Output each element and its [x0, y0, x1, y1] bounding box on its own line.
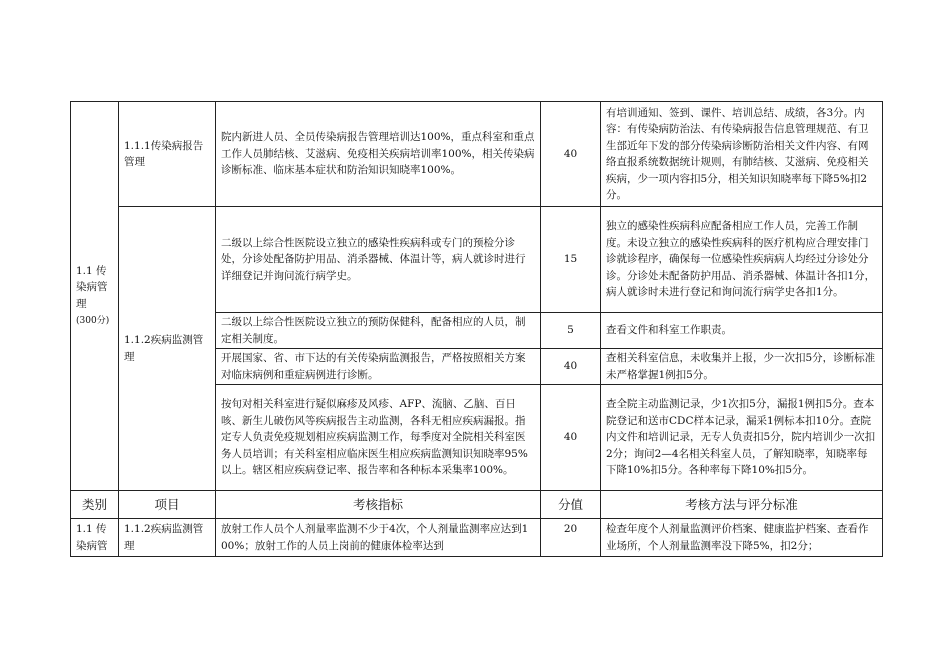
score-cell: 40	[541, 349, 601, 385]
table-row	[71, 519, 883, 557]
indicator-cell: 按旬对相关科室进行疑似麻疹及风疹、AFP、流脑、乙脑、百日咳、新生儿破伤风等疾病报告主动监测，各科无相应疾病漏报。指定专人负责免疫规划相应疾病监测工作，每季度对全院相关科室医务人员培训；有关科室相应临床医生相应疾病监测知识知晓率95%以上。辖区相应疾病登记率、报告率和各种标本采集率100%。	[216, 385, 541, 491]
method-cell: 查看文件和科室工作职责。	[601, 313, 883, 349]
table-row	[71, 102, 883, 207]
item-cell: 1.1.1传染病报告管理	[119, 102, 216, 207]
table-row	[71, 207, 883, 313]
category-score: (300分)	[76, 316, 110, 326]
header-category: 类别	[71, 491, 119, 519]
score-cell: 40	[541, 102, 601, 207]
indicator-cell: 院内新进人员、全员传染病报告管理培训达100%，重点科室和重点工作人员肺结核、艾滋病、免疫相关疾病培训率100%，相关传染病诊断标准、临床基本症状和防治知识知晓率100%。	[216, 102, 541, 207]
method-cell: 有培训通知、签到、课件、培训总结、成绩，各3分。内容：有传染病防治法、有传染病报告信息管理规范、有卫生部近年下发的部分传染病诊断防治相关文件内容、有网络直报系统数据统计规则，有肺结核、艾滋病、免疫相关疾病，少一项内容扣5分，相关知识知晓率每下降5%扣2分。	[601, 102, 883, 207]
indicator-cell: 二级以上综合性医院设立独立的感染性疾病科或专门的预检分诊处，分诊处配备防护用品、消杀器械、体温计等，病人就诊时进行详细登记并询问流行病学史。	[216, 207, 541, 313]
header-score: 分值	[541, 491, 601, 519]
method-cell: 查全院主动监测记录，少1次扣5分，漏报1例扣5分。查本院登记和送市CDC样本记录，漏采1例标本扣10分。查院内文件和培训记录，无专人负责扣5分，院内培训少一次扣2分；询问2—4名相关科室人员，了解知晓率，知晓率每下降10%扣5分。各种率每下降10%扣5分。	[601, 385, 883, 491]
assessment-table	[70, 101, 883, 557]
indicator-cell: 开展国家、省、市下达的有关传染病监测报告，严格按照相关方案对临床病例和重症病例进行诊断。	[216, 349, 541, 385]
score-cell: 15	[541, 207, 601, 313]
method-cell: 检查年度个人剂量监测评价档案、健康监护档案、查看作业场所，个人剂量监测率没下降5%，扣2分；	[601, 519, 883, 557]
item-cell: 1.1.2疾病监测管理	[119, 207, 216, 491]
category-label: 1.1 传染病管理	[76, 264, 108, 310]
indicator-cell: 放射工作人员个人剂量率监测不少于4次，个人剂量监测率应达到100%；放射工作的人员上岗前的健康体检率达到	[216, 519, 541, 557]
indicator-cell: 二级以上综合性医院设立独立的预防保健科，配备相应的人员，制定相关制度。	[216, 313, 541, 349]
score-cell: 5	[541, 313, 601, 349]
score-cell: 40	[541, 385, 601, 491]
header-method: 考核方法与评分标准	[601, 491, 883, 519]
category-cell: 1.1 传染病管	[71, 519, 119, 557]
header-indicator: 考核指标	[216, 491, 541, 519]
score-cell: 20	[541, 519, 601, 557]
item-cell: 1.1.2疾病监测管理	[119, 519, 216, 557]
method-cell: 查相关科室信息，未收集并上报，少一次扣5分，诊断标准未严格掌握1例扣5分。	[601, 349, 883, 385]
header-item: 项目	[119, 491, 216, 519]
method-cell: 独立的感染性疾病科应配备相应工作人员，完善工作制度。未设立独立的感染性疾病科的医疗机构应合理安排门诊就诊程序，确保每一位感染性疾病病人均经过分诊处分诊。分诊处未配备防护用品、消杀器械、体温计各扣1分，病人就诊时未进行登记和询问流行病学史各扣1分。	[601, 207, 883, 313]
category-cell	[71, 102, 119, 491]
table-header-row	[71, 491, 883, 519]
